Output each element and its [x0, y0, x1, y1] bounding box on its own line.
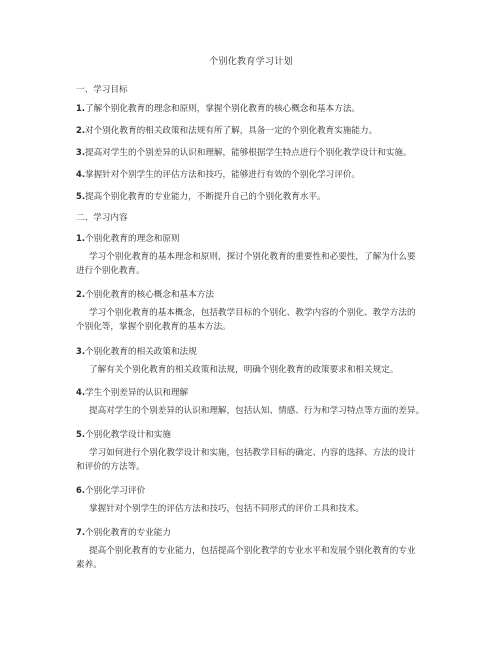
section-heading-content: 二、学习内容 [76, 213, 128, 223]
content-item-title [76, 526, 436, 539]
goal-text: 提高对学生的个别差异的认识和理解，能够根据学生特点进行个别化教学设计和实施。 [85, 148, 412, 158]
goal-number: 5. [76, 191, 86, 201]
item-number: 3. [76, 346, 86, 356]
goal-number: 3. [76, 147, 86, 157]
goal-item [76, 102, 436, 115]
goal-item [76, 190, 436, 203]
item-title-text: 个别化教学设计和实施 [85, 430, 171, 440]
content-item-title [76, 345, 436, 358]
item-number: 2. [76, 289, 86, 299]
goal-text: 了解个别化教育的理念和原则，掌握个别化教育的核心概念和基本方法。 [85, 104, 361, 114]
item-title-text: 个别化教育的核心概念和基本方法 [85, 290, 214, 300]
item-title-text: 个别化教育的理念和原则 [85, 234, 180, 244]
content-item-body: 学习如何进行个别化教学设计和实施，包括教学目标的确定、内容的选择、方法的设计 [89, 448, 416, 458]
item-number: 4. [76, 387, 86, 397]
goal-item [76, 124, 436, 137]
item-title-text: 个别化教育的专业能力 [85, 528, 171, 538]
content-item-body: 提高对学生的个别差异的认识和理解，包括认知、情感、行为和学习特点等方面的差异。 [89, 406, 425, 416]
goal-text: 对个别化教育的相关政策和法规有所了解，具备一定的个别化教育实施能力。 [85, 126, 378, 136]
content-item-body: 进行个别化教育。 [76, 266, 145, 276]
goal-item [76, 168, 436, 181]
goal-number: 1. [76, 103, 86, 113]
item-number: 5. [76, 429, 86, 439]
section-heading-goals: 一、学习目标 [76, 85, 128, 95]
content-item-body: 和评价的方法等。 [76, 462, 145, 472]
item-number: 1. [76, 233, 86, 243]
content-item-title [76, 484, 436, 497]
content-item-title [76, 232, 436, 245]
item-number: 6. [76, 485, 86, 495]
content-item-body: 掌握针对个别学生的评估方法和技巧，包括不同形式的评价工具和技术。 [89, 504, 365, 514]
content-item-title [76, 428, 436, 441]
item-number: 7. [76, 527, 86, 537]
item-title-text: 个别化学习评价 [85, 486, 146, 496]
goal-text: 提高个别化教育的专业能力，不断提升自己的个别化教育水平。 [85, 192, 326, 202]
content-item-title [76, 386, 436, 399]
content-item-body: 学习个别化教育的基本理念和原则，探讨个别化教育的重要性和必要性，了解为什么要 [89, 252, 416, 262]
goal-number: 4. [76, 169, 86, 179]
content-item-body: 了解有关个别化教育的相关政策和法规，明确个别化教育的政策要求和相关规定。 [89, 365, 399, 375]
content-item-body: 个别化等，掌握个别化教育的基本方法。 [76, 322, 231, 332]
document-title: 个别化教育学习计划 [209, 57, 293, 67]
item-title-text: 学生个别差异的认识和理解 [85, 388, 189, 398]
content-item-body: 学习个别化教育的基本概念，包括教学目标的个别化、教学内容的个别化、教学方法的 [89, 308, 416, 318]
goal-text: 掌握针对个别学生的评估方法和技巧，能够进行有效的个别化学习评价。 [85, 170, 361, 180]
content-item-title [76, 288, 436, 301]
content-item-body: 提高个别化教育的专业能力，包括提高个别化教学的专业水平和发展个别化教育的专业 [89, 546, 416, 556]
content-item-body: 素养。 [76, 560, 102, 570]
goal-item [76, 146, 436, 159]
goal-number: 2. [76, 125, 86, 135]
item-title-text: 个别化教育的相关政策和法规 [85, 347, 197, 357]
